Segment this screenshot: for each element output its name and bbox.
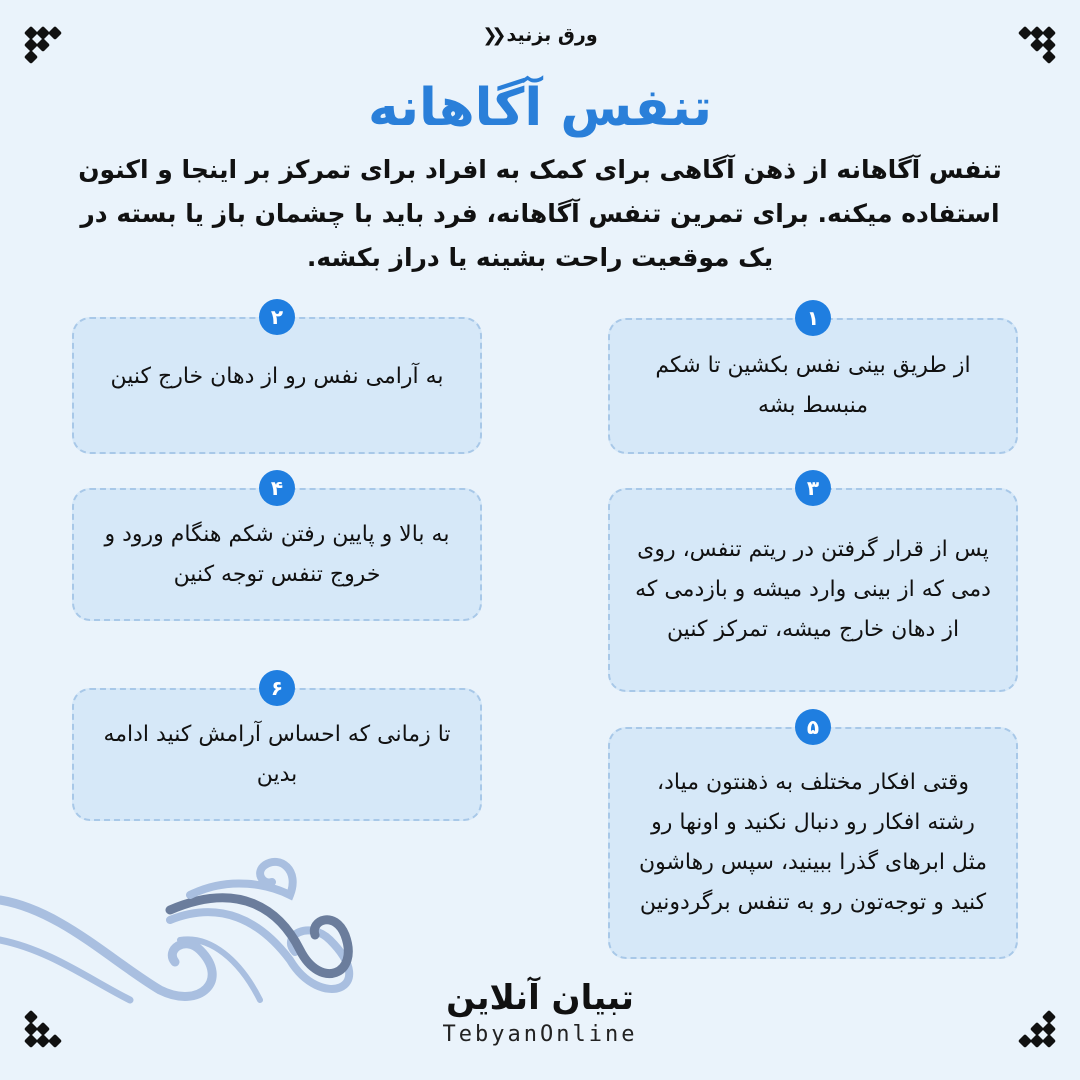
step-number-badge: ۵ — [795, 709, 831, 745]
brand-logo-persian: تبیان آنلاین — [446, 978, 634, 1018]
step-card-5 — [608, 715, 1018, 959]
step-text: به آرامی نفس رو از دهان خارج کنین — [110, 364, 444, 389]
step-number-badge: ۳ — [795, 470, 831, 506]
step-text: از طریق بینی نفس بکشین تا شکم منبسط بشه — [655, 353, 971, 418]
swipe-hint[interactable] — [0, 24, 1080, 46]
step-card-2 — [72, 305, 482, 454]
step-card-1 — [608, 306, 1018, 454]
step-card-3 — [608, 476, 1018, 692]
double-chevron-left-icon: ❮❮ — [482, 24, 501, 46]
step-number-badge: ۴ — [259, 470, 295, 506]
intro-paragraph: تنفس آگاهانه از ذهن آگاهی برای کمک به افراد برای تمرکز بر اینجا و اکنون استفاده میکنه. برای تمرین تنفس آگاهانه، فرد باید با چشمان باز یا بسته در یک موقعیت راحت بشینه یا دراز بکشه. — [78, 155, 1002, 272]
step-number-badge: ۶ — [259, 670, 295, 706]
step-text: به بالا و پایین رفتن شکم هنگام ورود و خروج تنفس توجه کنین — [104, 521, 450, 587]
step-card-4 — [72, 476, 482, 621]
page-title: تنفس آگاهانه — [367, 78, 713, 138]
step-card-6 — [72, 676, 482, 821]
step-text: تا زمانی که احساس آرامش کنید ادامه بدین — [103, 721, 451, 787]
swipe-label: ورق بزنید — [506, 24, 598, 46]
step-number-badge: ۱ — [795, 300, 831, 336]
brand-logo — [0, 978, 1080, 1047]
step-text: پس از قرار گرفتن در ریتم تنفس، روی دمی که از بینی وارد میشه و بازدمی که از دهان خارج میشه، تمرکز کنین — [635, 537, 991, 642]
step-number-badge: ۲ — [259, 299, 295, 335]
step-text: وقتی افکار مختلف به ذهنتون میاد، رشته افکار رو دنبال نکنید و اونها رو مثل ابرهای گذرا ببینید، سپس رهاشون کنید و توجه‌تون رو به تنفس برگردونین — [638, 770, 988, 915]
brand-logo-latin: TebyanOnline — [442, 1022, 638, 1047]
